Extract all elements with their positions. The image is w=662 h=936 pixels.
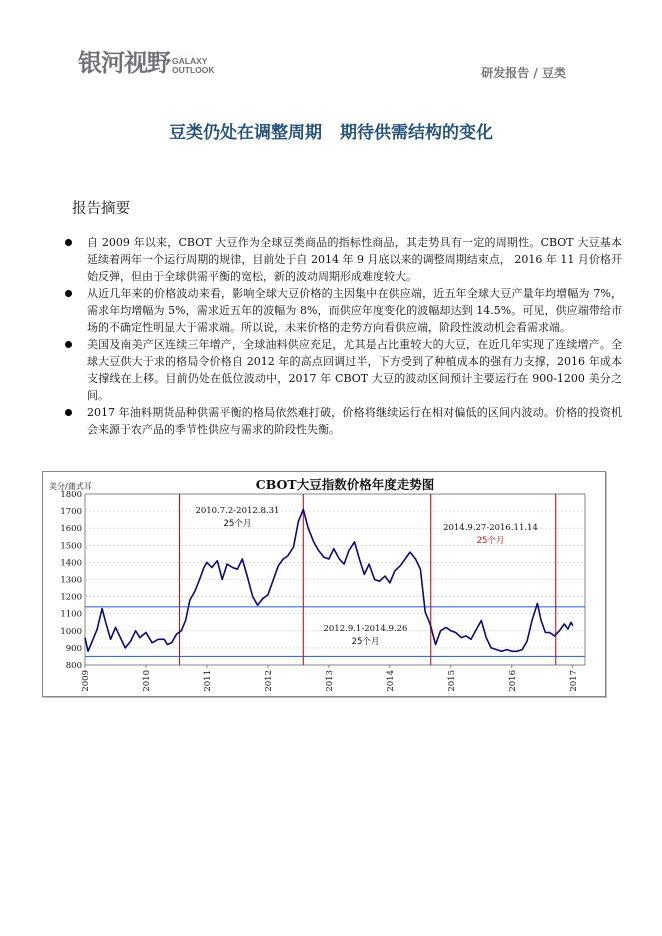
bullet-dot-icon [65, 341, 72, 348]
bullet-dot-icon [65, 409, 72, 416]
abstract-bullet-text: 自 2009 年以来，CBOT 大豆作为全球豆类商品的指标性商品，其走势具有一定的周期性。CBOT 大豆基本延续着两年一个运行周期的规律，目前处于自 2014 年 9 月底以来的调整周期结束点， 2016 年 11 月价格开始反弹，但由于全球供需平衡的宽松，新的波动周期形成难度较大。 [87, 236, 622, 283]
x-tick-label: 2011 [202, 670, 213, 692]
y-tick-label: 800 [65, 661, 82, 671]
period-annotation: 2014.9.27-2016.11.14 [443, 522, 538, 533]
logo-tiny-text: · · · · · · [172, 52, 197, 57]
x-tick-label: 2010 [141, 670, 152, 692]
x-tick-label: 2013 [324, 670, 335, 692]
y-tick-label: 900 [65, 643, 82, 654]
x-tick-label: 2015 [446, 670, 457, 692]
chart-title: CBOT大豆指数价格年度走势图 [255, 477, 435, 492]
report-title [0, 118, 662, 143]
report-section-label: 研发报告 / 豆类 [481, 66, 566, 80]
logo-galaxy-word: GALAXY [172, 56, 208, 66]
y-tick-label: 1300 [60, 575, 82, 586]
period-annotation: 2012.9.1-2014.9.26 [323, 623, 408, 634]
bullet-dot-icon [65, 239, 72, 246]
y-tick-label: 1600 [60, 524, 82, 535]
abstract-bullet-text: 2017 年油料期货品种供需平衡的格局依然难打破，价格将继续运行在相对偏低的区间内波动。价格的投资机会来源于农产品的季节性供应与需求的阶段性失衡。 [87, 406, 622, 436]
x-tick-label: 2014 [385, 670, 396, 692]
abstract-bullet-text: 美国及南美产区连续三年增产，全球油料供应充足，尤其是占比重较大的大豆，在近几年实现了连续增产。全球大豆供大于求的格局令价格自 2012 年的高点回调过半，下方受到了种植成本的强有力支撑，2016 年成本支撑线在上移。目前仍处在低位波动中，2017 年 CBOT 大豆的波动区间预计主要运行在 900-1200 美分之间。 [87, 338, 622, 402]
y-tick-label: 1500 [60, 541, 82, 552]
logo-chinese-text: 银河视野 [78, 49, 170, 77]
x-tick-label: 2009 [81, 670, 91, 692]
logo-english-text [172, 52, 215, 75]
report-title-part-1: 豆类仍处在调整周期 [169, 123, 322, 143]
abstract-bullet [64, 404, 622, 438]
y-tick-label: 1400 [60, 558, 82, 569]
chart-svg [43, 472, 605, 696]
y-tick-label: 1700 [60, 507, 82, 518]
y-tick-label: 1800 [60, 490, 82, 500]
x-tick-label: 2012 [263, 670, 274, 692]
soybean-price-chart [42, 471, 606, 697]
galaxy-outlook-logo [78, 48, 215, 78]
period-duration-annotation: 25个月 [223, 518, 252, 529]
logo-outlook-word: OUTLOOK [172, 65, 215, 75]
abstract-bullet [64, 285, 622, 336]
report-title-part-2: 期待供需结构的变化 [340, 123, 493, 143]
x-tick-label: 2017 [568, 670, 579, 692]
abstract-bullet [64, 336, 622, 404]
period-duration-annotation: 25个月 [476, 535, 505, 546]
period-annotation: 2010.7.2-2012.8.31 [195, 505, 280, 516]
abstract-heading: 报告摘要 [72, 201, 130, 217]
abstract-bullet [64, 234, 622, 285]
x-tick-label: 2016 [507, 670, 518, 692]
y-tick-label: 1200 [60, 592, 82, 603]
period-duration-annotation: 25个月 [351, 636, 380, 647]
bullet-dot-icon [65, 290, 72, 297]
abstract-bullet-text: 从近几年来的价格波动来看，影响全球大豆价格的主因集中在供应端，近五年全球大豆产量年均增幅为 7%，需求年均增幅为 5%，需求近五年的波幅为 8%，而供应年度变化的波幅却达到 14.5%。可见，供应端带给市场的不确定性明显大于需求端。所以说，未来价格的走势方向看供应端，阶段性波动机会看需求端。 [87, 287, 622, 334]
y-tick-label: 1000 [60, 626, 82, 637]
y-axis-unit-label: 美分/蒲式耳 [49, 482, 92, 491]
y-tick-label: 1100 [60, 609, 82, 620]
abstract-bullet-list [64, 234, 622, 438]
